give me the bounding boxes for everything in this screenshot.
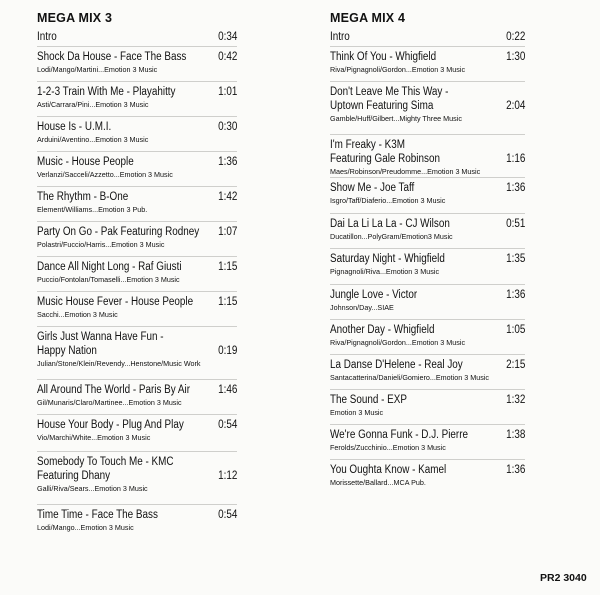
track-title: Don't Leave Me This Way - Uptown Featuring Sima [330, 86, 449, 112]
track-duration: 0:19 [218, 345, 238, 357]
track-divider [330, 284, 525, 285]
track-title: La Danse D'Helene - Real Joy [330, 359, 463, 371]
track-duration: 1:30 [506, 51, 526, 63]
track-title: The Sound - EXP [330, 394, 407, 406]
track-divider [37, 414, 237, 415]
track-main [330, 30, 525, 44]
track-divider [37, 116, 237, 117]
track-duration: 1:12 [218, 470, 238, 482]
track-credit: Santacatterina/Danieli/Gomiero...Emotion 3 Music [330, 373, 489, 382]
track-credit: Emotion 3 Music [330, 408, 384, 417]
track-divider [330, 319, 525, 320]
track-main [330, 181, 525, 195]
track-duration: 1:38 [506, 429, 526, 441]
track-row [37, 260, 237, 284]
track-main [37, 50, 237, 64]
track-divider [37, 504, 237, 505]
track-duration: 0:22 [506, 31, 526, 43]
track-credit: Verlanzi/Sacceli/Azzetto...Emotion 3 Music [37, 170, 173, 179]
track-title: Shock Da House - Face The Bass [37, 51, 187, 63]
track-divider [37, 81, 237, 82]
track-divider [330, 424, 525, 425]
track-duration: 0:42 [218, 51, 238, 63]
track-main [37, 155, 237, 169]
track-title: Saturday Night - Whigfield [330, 253, 445, 265]
track-title: Think Of You - Whigfield [330, 51, 437, 63]
track-duration: 1:15 [218, 296, 238, 308]
track-main [330, 138, 525, 166]
track-duration: 0:54 [218, 419, 238, 431]
track-title: House Is - U.M.I. [37, 121, 112, 133]
track-row [330, 463, 525, 487]
track-title: I'm Freaky - K3M Featuring Gale Robinson [330, 139, 440, 165]
track-row [330, 252, 525, 276]
track-duration: 0:34 [218, 31, 238, 43]
track-divider [330, 46, 525, 47]
track-title: Intro [330, 31, 350, 43]
track-credit: Sacchi...Emotion 3 Music [37, 310, 118, 319]
track-row [37, 508, 237, 532]
track-title: Girls Just Wanna Have Fun - Happy Nation [37, 331, 164, 357]
track-row [330, 181, 525, 205]
track-divider [330, 81, 525, 82]
track-row [37, 30, 237, 44]
track-divider [37, 379, 237, 380]
track-main [37, 383, 237, 397]
track-duration: 1:01 [218, 86, 238, 98]
track-duration: 1:46 [218, 384, 238, 396]
track-title: Intro [37, 31, 57, 43]
track-row [330, 428, 525, 452]
track-duration: 1:36 [506, 464, 526, 476]
track-main [37, 30, 237, 44]
track-main [37, 295, 237, 309]
track-row [37, 330, 237, 368]
track-duration: 1:05 [506, 324, 526, 336]
track-credit: Ducatillon...PolyGram/Emotion3 Music [330, 232, 453, 241]
track-credit: Puccio/Fontolan/Tomaselli...Emotion 3 Music [37, 275, 180, 284]
track-main [37, 508, 237, 522]
track-main [330, 463, 525, 477]
track-main [37, 225, 237, 239]
track-title: Another Day - Whigfield [330, 324, 435, 336]
track-credit: Isgro/Taff/Diaferio...Emotion 3 Music [330, 196, 446, 205]
track-credit: Pignagnoli/Riva...Emotion 3 Music [330, 267, 440, 276]
track-credit: Arduini/Aventino...Emotion 3 Music [37, 135, 149, 144]
track-title: 1-2-3 Train With Me - Playahitty [37, 86, 176, 98]
track-divider [37, 291, 237, 292]
track-row [37, 85, 237, 109]
track-title: All Around The World - Paris By Air [37, 384, 190, 396]
track-row [37, 295, 237, 319]
track-main [37, 190, 237, 204]
track-main [37, 330, 237, 358]
track-row [37, 50, 237, 74]
track-duration: 1:32 [506, 394, 526, 406]
track-credit: Galli/Riva/Sears...Emotion 3 Music [37, 484, 148, 493]
track-row [330, 50, 525, 74]
track-row [330, 393, 525, 417]
track-duration: 1:36 [506, 289, 526, 301]
track-credit: Morissette/Ballard...MCA Pub. [330, 478, 426, 487]
track-main [330, 428, 525, 442]
track-duration: 1:42 [218, 191, 238, 203]
track-main [37, 85, 237, 99]
mix-title: MEGA MIX 3 [37, 11, 113, 25]
track-main [330, 288, 525, 302]
track-credit: Element/Williams...Emotion 3 Pub. [37, 205, 148, 214]
track-title: We're Gonna Funk - D.J. Pierre [330, 429, 469, 441]
track-row [37, 155, 237, 179]
track-title: Music House Fever - House People [37, 296, 194, 308]
track-credit: Polastri/Fuccio/Harris...Emotion 3 Music [37, 240, 165, 249]
track-row [37, 120, 237, 144]
track-main [37, 120, 237, 134]
track-main [330, 85, 525, 113]
track-duration: 1:35 [506, 253, 526, 265]
track-row [330, 358, 525, 382]
track-credit: Lodi/Mango/Martini...Emotion 3 Music [37, 65, 158, 74]
track-title: Time Time - Face The Bass [37, 509, 158, 521]
track-row [330, 288, 525, 312]
track-credit: Maes/Robinson/Preudomme...Emotion 3 Music [330, 167, 481, 176]
track-credit: Vio/Marchi/White...Emotion 3 Music [37, 433, 151, 442]
track-row [330, 217, 525, 241]
track-divider [330, 389, 525, 390]
track-row [37, 455, 237, 493]
track-duration: 2:04 [506, 100, 526, 112]
track-duration: 0:51 [506, 218, 526, 230]
track-divider [330, 354, 525, 355]
track-divider [37, 451, 237, 452]
track-row [330, 30, 525, 44]
track-title: Somebody To Touch Me - KMC Featuring Dhany [37, 456, 174, 482]
track-title: Party On Go - Pak Featuring Rodney [37, 226, 200, 238]
track-main [37, 418, 237, 432]
track-divider [37, 256, 237, 257]
track-main [330, 50, 525, 64]
track-divider [330, 134, 525, 135]
mix-title: MEGA MIX 4 [330, 11, 406, 25]
track-divider [330, 177, 525, 178]
track-main [37, 260, 237, 274]
track-row [330, 138, 525, 176]
track-duration: 1:07 [218, 226, 238, 238]
track-title: Jungle Love - Victor [330, 289, 418, 301]
track-divider [37, 46, 237, 47]
track-credit: Riva/Pignagnoli/Gordon...Emotion 3 Music [330, 65, 466, 74]
track-row [37, 225, 237, 249]
track-main [330, 323, 525, 337]
track-title: Music - House People [37, 156, 134, 168]
track-row [330, 85, 525, 123]
track-main [330, 358, 525, 372]
track-duration: 0:54 [218, 509, 238, 521]
track-credit: Julian/Stone/Klein/Revendy...Henstone/Music Work [37, 359, 201, 368]
track-duration: 0:30 [218, 121, 238, 133]
track-row [330, 323, 525, 347]
track-row [37, 418, 237, 442]
track-duration: 1:36 [506, 182, 526, 194]
track-row [37, 190, 237, 214]
track-duration: 2:15 [506, 359, 526, 371]
track-duration: 1:36 [218, 156, 238, 168]
track-divider [330, 213, 525, 214]
track-divider [330, 459, 525, 460]
track-credit: Gil/Munaris/Claro/Martinee...Emotion 3 Music [37, 398, 182, 407]
track-title: The Rhythm - B-One [37, 191, 129, 203]
track-main [37, 455, 237, 483]
track-title: You Oughta Know - Kamel [330, 464, 447, 476]
track-credit: Johnson/Day...SIAE [330, 303, 394, 312]
track-duration: 1:15 [218, 261, 238, 273]
track-duration: 1:16 [506, 153, 526, 165]
track-credit: Lodi/Mango...Emotion 3 Music [37, 523, 134, 532]
catalog-number: PR2 3040 [540, 572, 587, 584]
track-row [37, 383, 237, 407]
track-divider [37, 326, 237, 327]
track-main [330, 252, 525, 266]
track-divider [330, 248, 525, 249]
track-divider [37, 151, 237, 152]
track-main [330, 217, 525, 231]
track-credit: Asti/Carrara/Pini...Emotion 3 Music [37, 100, 149, 109]
track-title: Show Me - Joe Taff [330, 182, 415, 194]
track-divider [37, 221, 237, 222]
track-title: House Your Body - Plug And Play [37, 419, 184, 431]
track-credit: Gamble/Huff/Gilbert...Mighty Three Music [330, 114, 462, 123]
track-title: Dance All Night Long - Raf Giusti [37, 261, 182, 273]
track-credit: Riva/Pignagnoli/Gordon...Emotion 3 Music [330, 338, 466, 347]
track-credit: Ferolds/Zucchinio...Emotion 3 Music [330, 443, 446, 452]
track-title: Dai La Li La La - CJ Wilson [330, 218, 450, 230]
track-divider [37, 186, 237, 187]
track-main [330, 393, 525, 407]
